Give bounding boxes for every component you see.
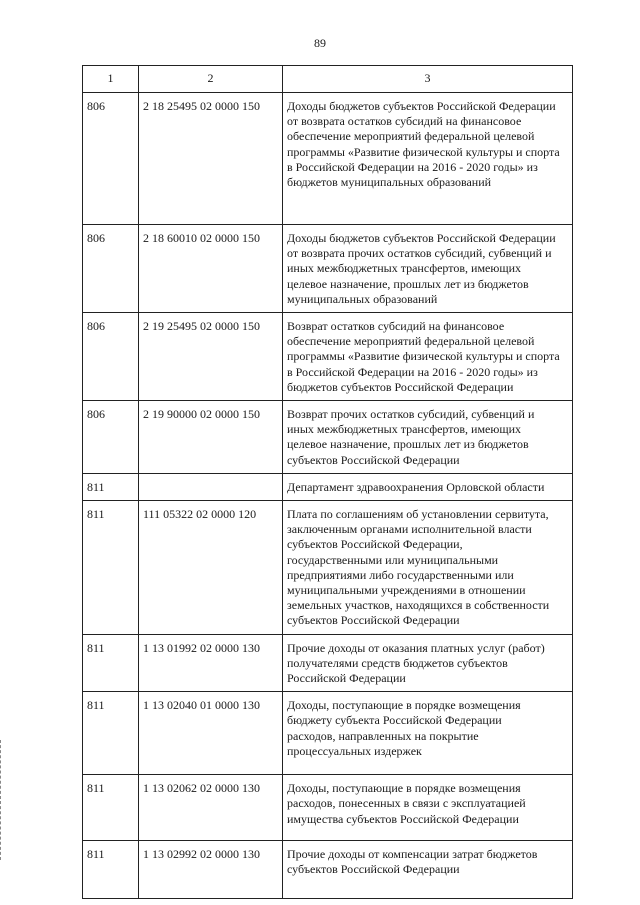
revenue-description-cell [283,692,573,775]
table-row [83,692,573,775]
description-line: бюджетов субъектов Российской Федерации [287,379,514,394]
budget-classification-code-cell: 1 13 02040 01 0000 130 [139,692,283,775]
description-line: муниципальных образований [287,291,438,306]
description-line: субъектов Российской Федерации [287,613,460,628]
description-line: от возврата прочих остатков субсидий, субвенций и [287,246,552,261]
admin-code-cell: 811 [83,692,139,775]
revenue-description-cell [283,93,573,225]
description-line: Прочие доходы от оказания платных услуг (работ) [287,640,545,655]
table-row [83,473,573,500]
budget-classification-code-cell: 1 13 02062 02 0000 130 [139,775,283,841]
description-line: получателями средств бюджетов субъектов [287,655,508,670]
margin-scan-mark [0,740,3,860]
budget-classification-code-cell: 2 18 25495 02 0000 150 [139,93,283,225]
table-row [83,634,573,692]
description-line: бюджетов муниципальных образований [287,175,492,190]
description-line: обеспечение мероприятий федеральной целевой [287,334,535,349]
description-line: бюджету субъекта Российской Федерации [287,713,502,728]
description-line: в Российской Федерации на 2016 - 2020 годы» из [287,159,538,174]
header-column-1: 1 [83,66,139,93]
budget-classification-code-cell: 111 05322 02 0000 120 [139,501,283,635]
description-line: субъектов Российской Федерации [287,862,460,877]
admin-code-cell: 811 [83,634,139,692]
admin-code-cell: 811 [83,473,139,500]
description-line: Возврат прочих остатков субсидий, субвенций и [287,407,535,422]
description-line: субъектов Российской Федерации, [287,537,463,552]
description-line: Доходы бюджетов субъектов Российской Федерации [287,231,556,245]
admin-code-cell: 806 [83,401,139,474]
description-line: государственными или муниципальными [287,552,499,567]
revenue-description-cell [283,775,573,841]
description-line: имущества субъектов Российской Федерации [287,811,519,826]
budget-classification-code-cell: 2 18 60010 02 0000 150 [139,225,283,313]
table-row [83,93,573,225]
table-row [83,225,573,313]
description-line: Департамент здравоохранения Орловской области [287,479,545,494]
description-line: заключенным органами исполнительной власти [287,522,532,537]
revenue-description-cell [283,634,573,692]
description-line: Плата по соглашениям об установлении сервитута, [287,507,549,522]
description-line: субъектов Российской Федерации [287,452,460,467]
admin-code-cell: 811 [83,775,139,841]
revenue-description-cell [283,401,573,474]
description-line: иных межбюджетных трансфертов, имеющих [287,422,521,437]
budget-classification-code-cell: 2 19 90000 02 0000 150 [139,401,283,474]
table-row [83,501,573,635]
description-line: Прочие доходы от компенсации затрат бюджетов [287,847,538,862]
admin-code-cell: 806 [83,93,139,225]
page-number: 89 [314,36,326,50]
description-line: земельных участков, находящихся в собственности [287,598,550,613]
revenue-description-cell [283,841,573,899]
description-line: Доходы, поступающие в порядке возмещения [287,781,521,796]
description-line: обеспечение мероприятий федеральной целевой [287,129,535,144]
description-line: предприятиями либо государственными или [287,567,514,582]
description-line: Возврат остатков субсидий на финансовое [287,319,505,334]
description-line: процессуальных издержек [287,743,422,758]
table-body [83,93,573,899]
revenue-description-cell [283,501,573,635]
admin-code-cell: 811 [83,841,139,899]
budget-classification-code-cell: 1 13 01992 02 0000 130 [139,634,283,692]
revenue-description-cell [283,473,573,500]
description-line: программы «Развитие физической культуры и спорта [287,349,560,364]
description-line: расходов, понесенных в связи с эксплуатацией [287,796,526,811]
revenue-description-cell [283,225,573,313]
description-line: муниципальными учреждениями в отношении [287,583,526,598]
revenue-codes-table [82,65,573,899]
header-column-3: 3 [283,66,573,93]
revenue-description-cell [283,313,573,401]
description-line: в Российской Федерации на 2016 - 2020 годы» из [287,364,538,379]
budget-classification-code-cell: 1 13 02992 02 0000 130 [139,841,283,899]
table-header-row [83,66,573,93]
description-line: Российской Федерации [287,671,406,686]
description-line: расходов, направленных на покрытие [287,728,479,743]
description-line: целевое назначение, прошлых лет из бюджетов [287,276,529,291]
description-line: Доходы, поступающие в порядке возмещения [287,698,521,713]
description-line: целевое назначение, прошлых лет из бюджетов [287,437,529,452]
admin-code-cell: 806 [83,313,139,401]
budget-classification-code-cell: 2 19 25495 02 0000 150 [139,313,283,401]
table-row [83,775,573,841]
table-row [83,841,573,899]
header-column-2: 2 [139,66,283,93]
description-line: от возврата остатков субсидий на финансовое [287,114,522,129]
description-line: Доходы бюджетов субъектов Российской Федерации [287,99,556,113]
description-line: иных межбюджетных трансфертов, имеющих [287,261,521,276]
table-row [83,401,573,474]
budget-classification-code-cell [139,473,283,500]
table-row [83,313,573,401]
description-line: программы «Развитие физической культуры и спорта [287,144,560,159]
admin-code-cell: 806 [83,225,139,313]
admin-code-cell: 811 [83,501,139,635]
